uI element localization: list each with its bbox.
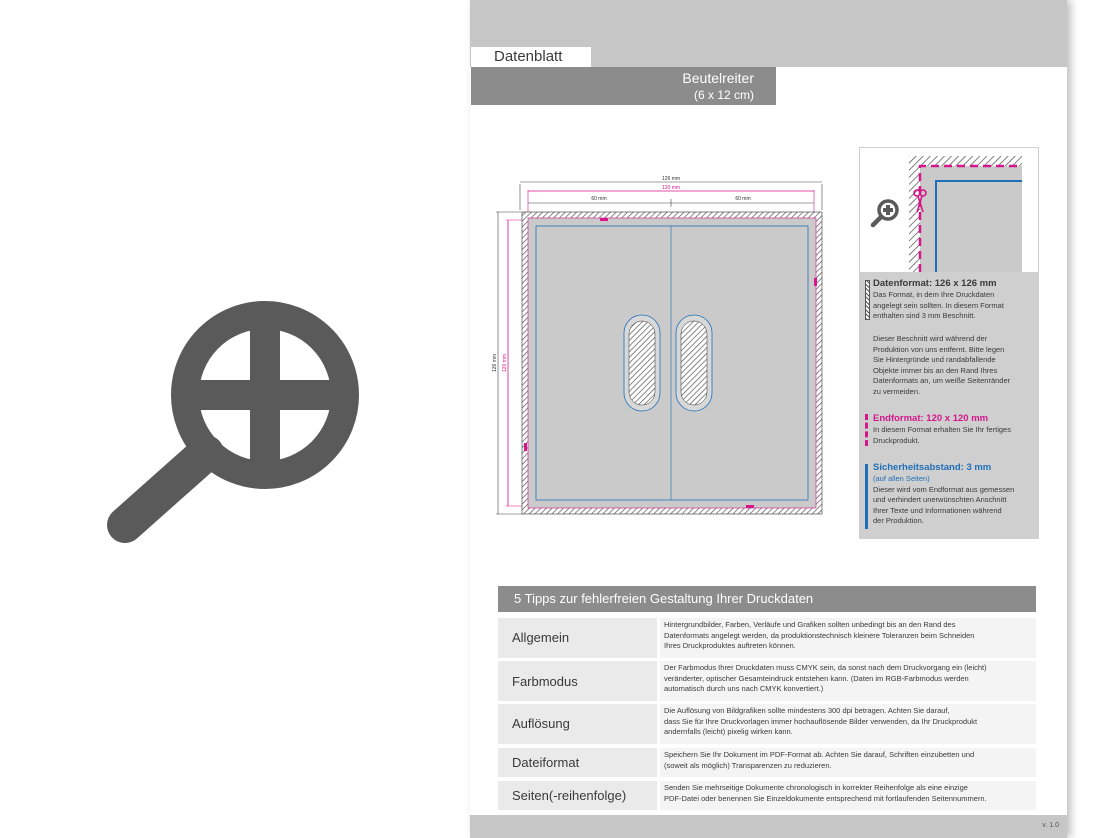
data-format-text-1: Das Format, in dem Ihre Druckdaten	[873, 290, 995, 299]
dim-total-v: 126 mm	[492, 353, 498, 373]
format-diagram	[490, 168, 830, 524]
tip-text-line: andernfalls (leicht) pixelig wirken kann.	[664, 727, 793, 736]
dim-total-h: 126 mm	[661, 176, 681, 182]
final-format-text-1: In diesem Format erhalten Sie Ihr fertiges	[873, 425, 1011, 434]
dim-final-v: 120 mm	[502, 353, 508, 373]
doc-title: Datenblatt	[494, 48, 563, 65]
tip-text-line: Senden Sie mehrseitige Dokumente chronologisch in korrekter Reihenfolge als eine einzige	[664, 783, 968, 792]
tip-text-line: veränderter, optischer Gesamteindruck entstehen kann. (Daten im RGB-Farbmodus werden	[664, 673, 969, 683]
tip-text-line: Die Auflösung von Bildgrafiken sollte mindestens 300 dpi betragen. Achten Sie darauf,	[664, 706, 950, 715]
final-format-legend-bar	[865, 414, 868, 446]
bleed-text-2: Produktion von uns entfernt. Bitte legen	[873, 344, 1005, 354]
tip-label: Dateiformat	[512, 755, 580, 770]
tip-text-line: automatisch durch uns nach CMYK konvertiert.)	[664, 684, 824, 693]
zoom-in-icon[interactable]	[100, 295, 360, 555]
zoom-in-icon[interactable]	[873, 201, 897, 225]
product-size: (6 x 12 cm)	[693, 88, 754, 102]
info-panel	[859, 147, 1039, 539]
tip-label: Seiten(-reihenfolge)	[512, 788, 627, 803]
safety-text-2: und verhindert unerwünschten Anschnitt	[873, 495, 1007, 504]
dim-right-half: 60 mm	[735, 196, 751, 202]
tip-row-general	[498, 618, 1036, 658]
data-format-text-2: angelegt sein sollten. In diesem Format	[873, 300, 1004, 310]
safety-text-3: Ihrer Texte und Informationen während	[873, 505, 1002, 515]
bleed-text-3: Sie Hintergründe und randabfallende	[873, 355, 996, 364]
bleed-text-4: Objekte immer bis an den Rand Ihres	[873, 365, 998, 375]
datasheet-page	[470, 0, 1067, 838]
safety-text-4: der Produktion.	[873, 516, 924, 525]
bleed-legend-swatch	[865, 280, 870, 320]
bleed-text-1: Dieser Beschnitt wird während der	[873, 334, 988, 343]
tip-text-line: Datenformats angelegt werden, da produktionstechnisch kleinere Toleranzen beim Schneiden	[664, 630, 975, 640]
data-format-text-3: enthalten sind 3 mm Beschnitt.	[873, 311, 976, 320]
bleed-text-6: zu vermeiden.	[873, 386, 921, 396]
safety-subtitle: (auf allen Seiten)	[873, 474, 930, 483]
detail-view	[860, 148, 1038, 272]
version-label: v. 1.0	[1042, 822, 1059, 829]
safety-legend-bar	[865, 464, 868, 529]
safety-title: Sicherheitsabstand: 3 mm	[873, 462, 992, 473]
tip-label: Allgemein	[512, 630, 570, 645]
slot-left	[624, 315, 660, 411]
tip-text-line: Der Farbmodus Ihrer Druckdaten muss CMYK sein, da sonst nach dem Druckvorgang ein (leicht)	[664, 663, 987, 672]
tips-title: 5 Tipps zur fehlerfreien Gestaltung Ihrer Druckdaten	[514, 591, 814, 606]
product-name: Beutelreiter	[682, 70, 754, 86]
tip-label: Farbmodus	[512, 674, 578, 689]
tip-row-page-order	[498, 781, 1036, 810]
bleed-text-5: Datenformats an, um weiße Seitenränder	[873, 376, 1011, 385]
tip-text-line: PDF-Datei oder benennen Sie Einzeldokumente entsprechend mit fortlaufenden Seitennummern.	[664, 793, 987, 803]
dim-final-h: 120 mm	[661, 185, 681, 191]
tip-text-line: Hintergrundbilder, Farben, Verläufe und Grafiken sollten unbedingt bis an den Rand des	[664, 620, 956, 629]
final-format-area	[528, 218, 816, 508]
tip-row-color-mode	[498, 661, 1036, 701]
final-format-text-2: Druckprodukt.	[873, 435, 920, 445]
tip-label: Auflösung	[512, 716, 570, 731]
data-format-title: Datenformat: 126 x 126 mm	[873, 278, 997, 289]
tip-row-resolution	[498, 704, 1036, 744]
footer-band	[470, 815, 1067, 838]
dim-left-half: 60 mm	[591, 196, 607, 202]
tip-row-file-format	[498, 748, 1036, 777]
slot-right	[676, 315, 712, 411]
tip-text-line: Speichern Sie Ihr Dokument im PDF-Format ab. Achten Sie darauf, Schriften einzubetten und	[664, 750, 975, 759]
tip-text-line: Ihres Druckproduktes auftreten können.	[664, 641, 796, 650]
safety-text-1: Dieser wird vom Endformat aus gemessen	[873, 484, 1015, 494]
tip-text-line: dass Sie für Ihre Druckvorlagen immer hochauflösende Bilder verwenden, da Ihr Druckprodukt	[664, 716, 978, 726]
tip-text-line: (soweit als möglich) Transparenzen zu reduzieren.	[664, 760, 832, 770]
final-format-title: Endformat: 120 x 120 mm	[873, 413, 989, 424]
